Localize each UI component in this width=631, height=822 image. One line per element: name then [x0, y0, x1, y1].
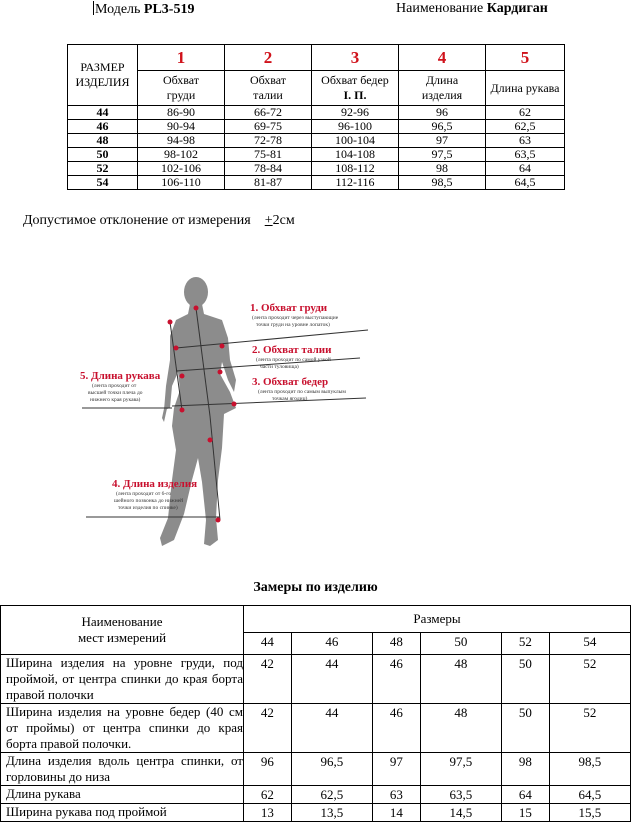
label-chest: 1. Обхват груди — [250, 302, 328, 314]
table-row: Ширина рукава под проймой 13 13,5 14 14,5 15 15,5 — [1, 804, 631, 822]
sizes-header-cell: Размеры — [244, 606, 631, 633]
table-row: 50 98-102 75-81 104-108 97,5 63,5 — [68, 148, 565, 162]
table-row: 54 106-110 81-87 112-116 98,5 64,5 — [68, 176, 565, 190]
svg-text:(лента проходит по самым выпук: (лента проходит по самым выпуклым — [258, 389, 346, 395]
label-sleeve: 5. Длина рукава — [80, 370, 161, 382]
size-column-header: 46 — [291, 633, 372, 655]
column-number: 5 — [486, 45, 565, 71]
svg-text:(лента проходит по самой узкой: (лента проходит по самой узкой — [256, 357, 331, 363]
svg-text:точки груди на уровне лопаток): точки груди на уровне лопаток) — [256, 322, 330, 328]
tolerance-text: Допустимое отклонение от измерения — [23, 213, 251, 228]
svg-text:шейного позвонка до нижней: шейного позвонка до нижней — [114, 498, 184, 504]
column-number: 1 — [138, 45, 225, 71]
tolerance-note — [23, 213, 295, 229]
model-label: Модель — [95, 2, 141, 17]
size-chart-table — [67, 44, 565, 190]
model-line — [93, 1, 194, 18]
table-row: Ширина изделия на уровне груди, под проймой, от центра спинки до края борта правой полочки 42 44 46 48 50 52 — [1, 655, 631, 704]
size-header-line2: ИЗДЕЛИЯ — [75, 75, 130, 89]
size-column-header: 52 — [501, 633, 549, 655]
size-column-header: 54 — [549, 633, 630, 655]
table-row: 52 102-106 78-84 108-112 98 64 — [68, 162, 565, 176]
svg-text:точки изделия по спинке): точки изделия по спинке) — [118, 505, 178, 511]
size-header-line1: РАЗМЕР — [80, 60, 125, 74]
table-row: 46 90-94 69-75 96-100 96,5 62,5 — [68, 120, 565, 134]
svg-text:нижнего края рукава): нижнего края рукава) — [90, 397, 141, 403]
table-row: Ширина изделия на уровне бедер (40 см от проймы) от центра спинки до края борта правой полочки. 42 44 46 48 50 52 — [1, 704, 631, 753]
measurements-table — [0, 605, 631, 822]
product-name-label: Наименование — [396, 1, 484, 16]
measurements-title: Замеры по изделию — [253, 580, 378, 595]
size-column-header: 44 — [244, 633, 292, 655]
tolerance-value: 2см — [272, 213, 295, 228]
svg-text:(лента проходит от 6-го: (лента проходит от 6-го — [116, 491, 172, 497]
size-column-header: 48 — [372, 633, 420, 655]
column-label: Длина рукава — [486, 71, 565, 106]
tolerance-plusminus: + — [264, 213, 273, 228]
size-column-header: 50 — [420, 633, 501, 655]
svg-text:высшей точки плеча до: высшей точки плеча до — [88, 390, 143, 396]
label-waist: 2. Обхват талии — [252, 344, 332, 356]
svg-text:точкам ягодиц): точкам ягодиц) — [272, 396, 308, 402]
product-name-value: Кардиган — [486, 1, 548, 16]
column-label: Длина изделия — [399, 71, 486, 106]
column-label: Обхват груди — [138, 71, 225, 106]
column-number: 3 — [312, 45, 399, 71]
table-row: Длина изделия вдоль центра спинки, от горловины до низа 96 96,5 97 97,5 98 98,5 — [1, 753, 631, 786]
svg-text:(лента проходит через выступаю: (лента проходит через выступающие — [252, 315, 339, 321]
column-number: 4 — [399, 45, 486, 71]
column-number: 2 — [225, 45, 312, 71]
model-value: PL3-519 — [143, 2, 195, 17]
product-name-line — [396, 1, 548, 17]
table-row: 44 86-90 66-72 92-96 96 62 — [68, 106, 565, 120]
label-length: 4. Длина изделия — [112, 478, 198, 490]
size-header-cell — [68, 45, 138, 106]
table-row: Длина рукава 62 62,5 63 63,5 64 64,5 — [1, 786, 631, 804]
column-label: Обхват талии — [225, 71, 312, 106]
table-row: 48 94-98 72-78 100-104 97 63 — [68, 134, 565, 148]
label-hips: 3. Обхват бедер — [252, 376, 329, 388]
text-cursor — [93, 1, 94, 15]
measurement-figure — [72, 268, 382, 560]
column-label: Обхват бедер I. П. — [312, 71, 399, 106]
name-header-cell: Наименование мест измерений — [1, 606, 244, 655]
svg-text:части туловища): части туловища) — [260, 364, 299, 370]
svg-text:(лента проходит от: (лента проходит от — [92, 383, 137, 389]
